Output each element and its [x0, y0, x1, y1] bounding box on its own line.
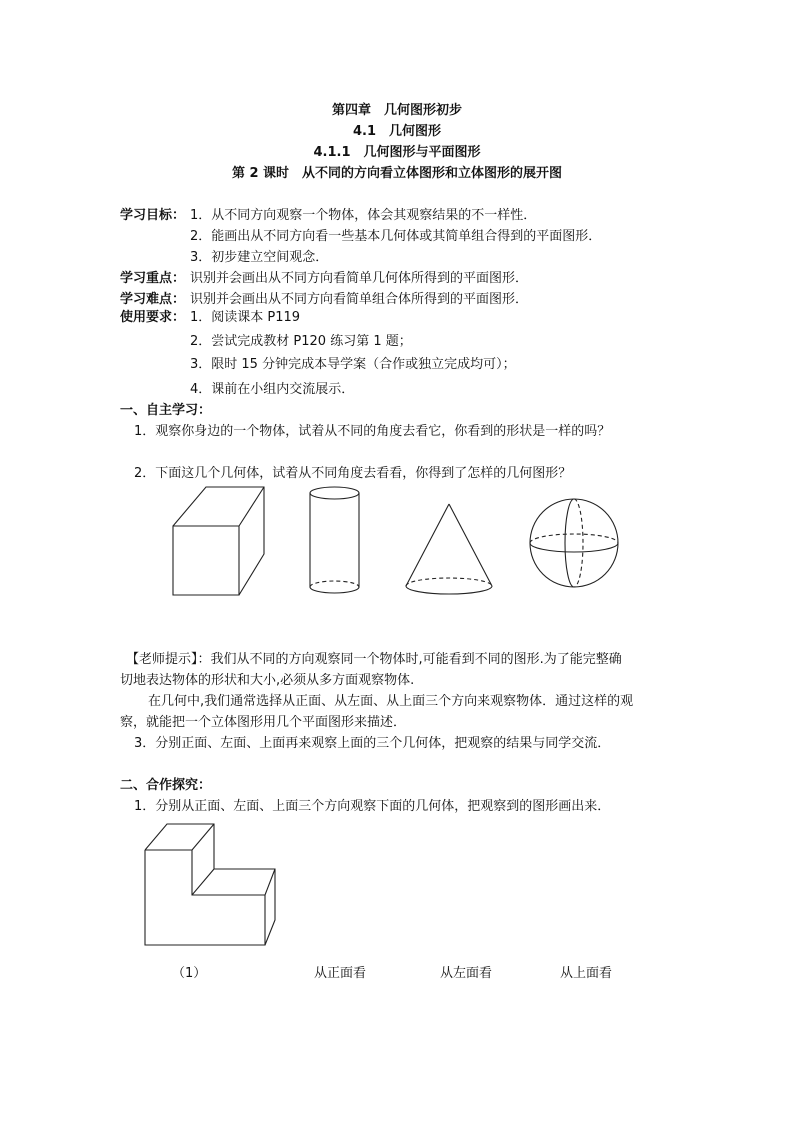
objective-item: 3．初步建立空间观念．: [190, 250, 329, 265]
requirements-label: 使用要求：: [120, 310, 186, 325]
sphere-figure: [528, 496, 620, 590]
requirement-item: 4．课前在小组内交流展示．: [190, 382, 355, 397]
difficulty-text: 识别并会画出从不同方向看简单组合体所得到的平面图形．: [190, 292, 529, 307]
section1-question-2: 2．下面这几个几何体，试着从不同角度去看看，你得到了怎样的几何图形？: [134, 466, 572, 481]
chapter-title: 第四章 几何图形初步: [331, 103, 462, 118]
section2-heading: 二、合作探究：: [120, 778, 212, 793]
figure-label: （1）: [172, 966, 207, 981]
section1-heading: 一、自主学习：: [120, 403, 212, 418]
key-point-text: 识别并会画出从不同方向看简单几何体所得到的平面图形．: [190, 271, 529, 286]
requirement-item: 3．限时 15 分钟完成本导学案（合作或独立完成均可）；: [190, 357, 516, 372]
view-left-label: 从左面看: [440, 966, 493, 981]
objective-item: 1．从不同方向观察一个物体，体会其观察结果的不一样性．: [190, 208, 537, 223]
view-top-label: 从上面看: [560, 966, 613, 981]
teacher-tip-line: 【老师提示】：我们从不同的方向观察同一个物体时,可能看到不同的图形.为了能完整确: [126, 652, 622, 667]
section1-question-1: 1．观察你身边的一个物体，试着从不同的角度去看它，你看到的形状是一样的吗？: [134, 424, 611, 439]
section2-question-1: 1．分别从正面、左面、上面三个方向观察下面的几何体，把观察到的图形画出来．: [134, 799, 611, 814]
cylinder-figure: [309, 486, 361, 598]
lesson-title: 第 2 课时 从不同的方向看立体图形和立体图形的展开图: [231, 166, 563, 181]
section-title: 4.1 几何图形: [352, 124, 442, 139]
difficulty-label: 学习难点：: [120, 292, 186, 307]
requirement-item: 2．尝试完成教材 P120 练习第 1 题；: [190, 334, 412, 349]
subsection-title: 4.1.1 几何图形与平面图形: [313, 145, 481, 160]
cube-figure: [172, 485, 267, 597]
section1-question-3: 3．分别正面、左面、上面再来观察上面的三个几何体，把观察的结果与同学交流．: [134, 736, 611, 751]
l-shaped-solid-figure: [144, 823, 276, 947]
objective-item: 2．能画出从不同方向看一些基本几何体或其简单组合得到的平面图形．: [190, 229, 602, 244]
objectives-label: 学习目标：: [120, 208, 186, 223]
cone-figure: [404, 503, 496, 597]
view-front-label: 从正面看: [314, 966, 367, 981]
requirement-item: 1．阅读课本 P119: [190, 310, 301, 325]
teacher-tip-line: 切地表达物体的形状和大小,必须从多方面观察物体.: [120, 673, 415, 688]
teacher-tip-line: 在几何中,我们通常选择从正面、从左面、从上面三个方向来观察物体．通过这样的观: [148, 694, 634, 709]
teacher-tip-line: 察，就能把一个立体图形用几个平面图形来描述．: [120, 715, 407, 730]
key-point-label: 学习重点：: [120, 271, 186, 286]
